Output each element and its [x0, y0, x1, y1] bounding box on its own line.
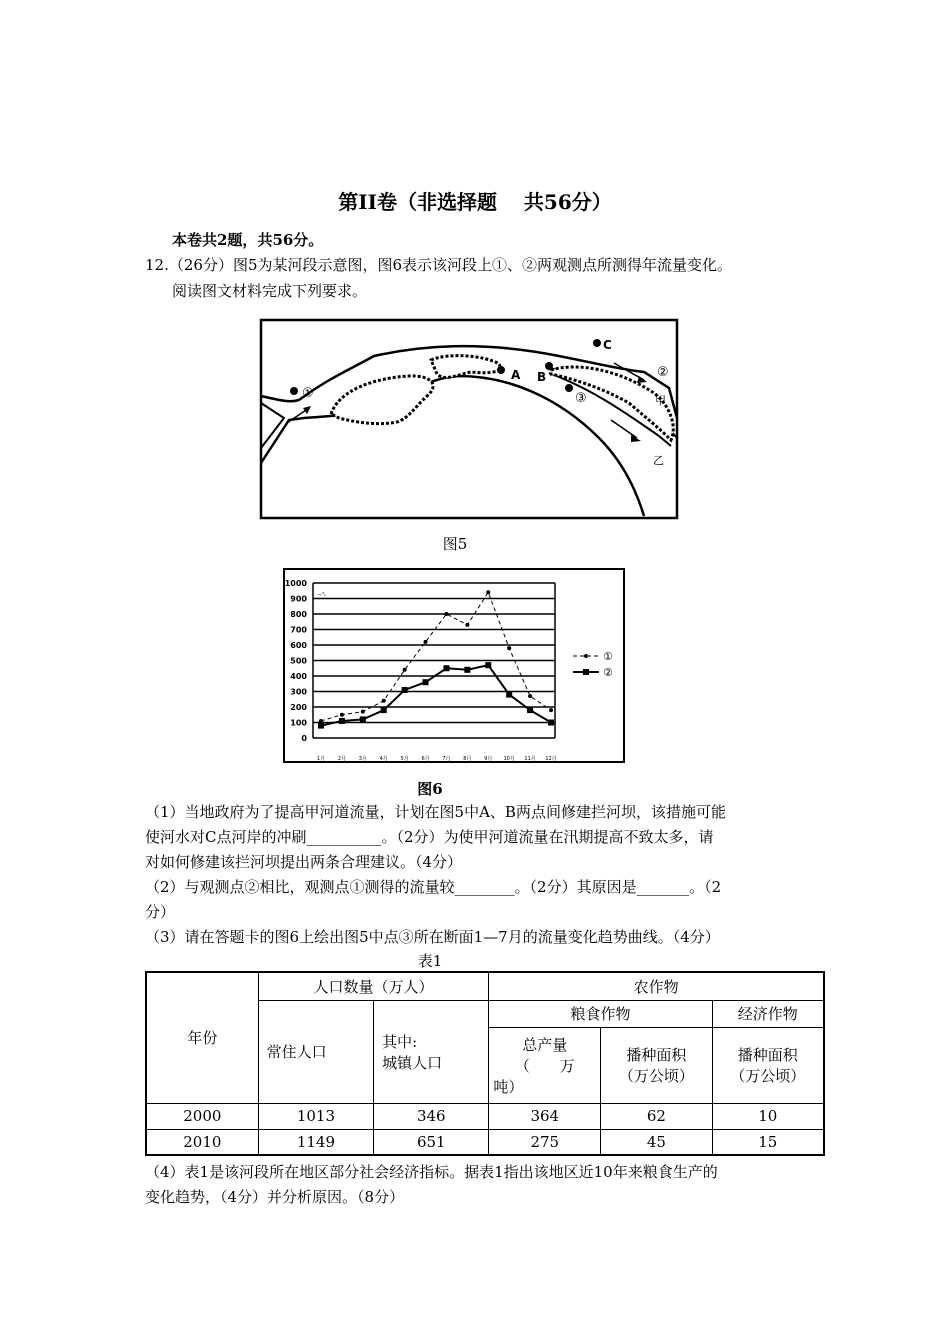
table-caption: 表1: [417, 952, 443, 970]
x-tick-label: 1月: [316, 756, 326, 762]
y-tick-label: 500: [290, 656, 307, 666]
series-2-point: [423, 679, 429, 685]
x-tick-label: 2月: [337, 756, 347, 762]
chart-corner-label: —³ₙ: [317, 592, 326, 598]
point-C-label: C: [603, 338, 612, 352]
cell-area: 45: [601, 1129, 712, 1155]
header-grain-area: [601, 1027, 712, 1103]
point-A-label: A: [511, 368, 521, 382]
q2-line-1: （2）与观测点②相比，观测点①测得的流量较________。（2分）其原因是_______。（2: [145, 878, 722, 896]
q4-line-1: （4）表1是该河段所在地区部分社会经济指标。据表1指出该地区近10年来粮食生产的: [145, 1163, 718, 1181]
cell-urban: 651: [374, 1129, 489, 1155]
legend-label-2: ②: [603, 666, 613, 679]
series-1-point: [382, 699, 386, 703]
chart-caption: 图6: [417, 780, 443, 798]
series-2-point: [548, 720, 554, 726]
point-C-dot: [593, 339, 601, 347]
q1-line-1: （1）当地政府为了提高甲河道流量，计划在图5中A、B两点间修建拦河坝，该措施可能: [145, 803, 726, 821]
series-1-point: [319, 719, 323, 723]
q4-line-2: 变化趋势，（4分）并分析原因。（8分）: [145, 1188, 405, 1206]
cell-cash-area: 15: [712, 1129, 824, 1155]
point-3-dot: [565, 384, 573, 392]
series-2-point: [485, 662, 491, 668]
y-tick-label: 100: [290, 718, 307, 728]
series-1-point: [507, 646, 511, 650]
q1-line-2: 使河水对C点河岸的冲刷__________。（2分）为使甲河道流量在汛期提高不致太多，请: [145, 828, 714, 846]
header-urban-line-1: 其中:: [382, 1032, 418, 1051]
y-tick-label: 1000: [284, 579, 307, 588]
point-B-dot: [545, 362, 553, 370]
header-total-line-1: 总产量: [522, 1035, 568, 1054]
header-total-output: [489, 1027, 601, 1103]
header-total-line-2: （ 万: [514, 1056, 575, 1075]
header-crops: 农作物: [489, 972, 824, 1000]
series-2-point: [506, 692, 512, 698]
data-table: [145, 971, 825, 1156]
x-tick-label: 9月: [484, 756, 493, 762]
header-cash-area-line-1: 播种面积: [737, 1046, 798, 1064]
y-tick-label: 600: [290, 641, 307, 650]
cell-resident: 1013: [258, 1103, 374, 1129]
series-1-point: [444, 612, 448, 616]
table-row: [146, 1103, 824, 1129]
series-2-point: [443, 665, 449, 671]
y-tick-label: 200: [290, 703, 307, 712]
header-cash-area-line-2: （万公顷）: [730, 1067, 806, 1085]
cell-resident: 1149: [258, 1129, 374, 1155]
y-tick-label: 400: [290, 672, 307, 681]
legend-marker-1: [584, 654, 588, 658]
header-total-line-3: 吨）: [493, 1077, 524, 1096]
series-1-point: [528, 694, 532, 698]
series-1-point: [403, 668, 407, 672]
cell-total: 364: [489, 1103, 601, 1129]
header-urban-line-2: 城镇人口: [382, 1053, 443, 1072]
point-1-dot: [290, 387, 298, 395]
point-A-dot: [497, 366, 505, 374]
header-year: 年份: [146, 972, 258, 1103]
series-2-point: [527, 707, 533, 713]
point-1-label: ①: [302, 386, 314, 401]
y-tick-label: 0: [301, 734, 307, 743]
legend-label-1: ①: [603, 650, 613, 663]
q1-line-3: 对如何修建该拦河坝提出两条合理建议。（4分）: [145, 853, 463, 871]
header-cash: 经济作物: [712, 1000, 824, 1027]
series-1-point: [549, 708, 553, 712]
series-1-point: [340, 713, 344, 717]
y-tick-label: 700: [290, 625, 307, 635]
x-tick-label: 10月: [503, 756, 515, 762]
river-map-figure: [259, 318, 679, 520]
series-1-point: [465, 623, 469, 627]
section-title: 第II卷（非选择题 共56分）: [338, 190, 612, 214]
x-tick-label: 3月: [358, 756, 367, 762]
x-tick-label: 11月: [524, 756, 536, 762]
q3-line: （3）请在答题卡的图6上绘出图5中点③所在断面1—7月的流量变化趋势曲线。（4分）: [145, 928, 720, 946]
header-grain: 粮食作物: [489, 1000, 712, 1027]
question-line-2: 阅读图文材料完成下列要求。: [172, 282, 368, 300]
y-tick-label: 800: [290, 610, 307, 619]
header-grain-area-line-2: （万公顷）: [618, 1067, 694, 1085]
x-tick-label: 8月: [463, 756, 472, 762]
series-1-point: [486, 590, 490, 594]
series-2-point: [464, 667, 470, 673]
series-1-point: [424, 640, 428, 644]
y-tick-label: 900: [290, 594, 307, 604]
flow-chart: [283, 568, 627, 764]
header-cash-area: [712, 1027, 824, 1103]
series-2-point: [381, 707, 387, 713]
header-population: 人口数量（万人）: [258, 972, 489, 1000]
series-2-point: [360, 716, 366, 722]
map-frame: [261, 320, 677, 518]
x-tick-label: 4月: [379, 756, 388, 762]
series-2-point: [339, 718, 345, 724]
table-row: [146, 1129, 824, 1155]
y-tick-label: 300: [290, 687, 307, 697]
point-3-label: ③: [575, 391, 587, 406]
header-resident: 常住人口: [258, 1000, 374, 1103]
header-urban: [374, 1000, 489, 1103]
legend-marker-2: [583, 669, 589, 675]
series-2-point: [402, 687, 408, 693]
channel-jia-label: 甲: [655, 394, 666, 407]
map-caption: 图5: [442, 535, 468, 553]
cell-year: 2000: [146, 1103, 258, 1129]
x-tick-label: 7月: [442, 756, 451, 762]
series-1-point: [361, 710, 365, 714]
cell-area: 62: [601, 1103, 712, 1129]
q2-line-2: 分）: [145, 903, 176, 921]
question-line-1: 12.（26分）图5为某河段示意图，图6表示该河段上①、②两观测点所测得年流量变化。: [145, 256, 733, 274]
cell-urban: 346: [374, 1103, 489, 1129]
x-tick-label: 6月: [421, 756, 430, 762]
cell-year: 2010: [146, 1129, 258, 1155]
cell-total: 275: [489, 1129, 601, 1155]
point-2-label: ②: [657, 365, 669, 380]
series-2-point: [318, 723, 324, 729]
x-tick-label: 12月: [545, 756, 557, 762]
channel-yi-label: 乙: [653, 454, 664, 467]
cell-cash-area: 10: [712, 1103, 824, 1129]
header-grain-area-line-1: 播种面积: [626, 1046, 687, 1064]
point-B-label: B: [537, 370, 547, 384]
x-tick-label: 5月: [400, 756, 409, 762]
section-note: 本卷共2题，共56分。: [172, 231, 324, 249]
